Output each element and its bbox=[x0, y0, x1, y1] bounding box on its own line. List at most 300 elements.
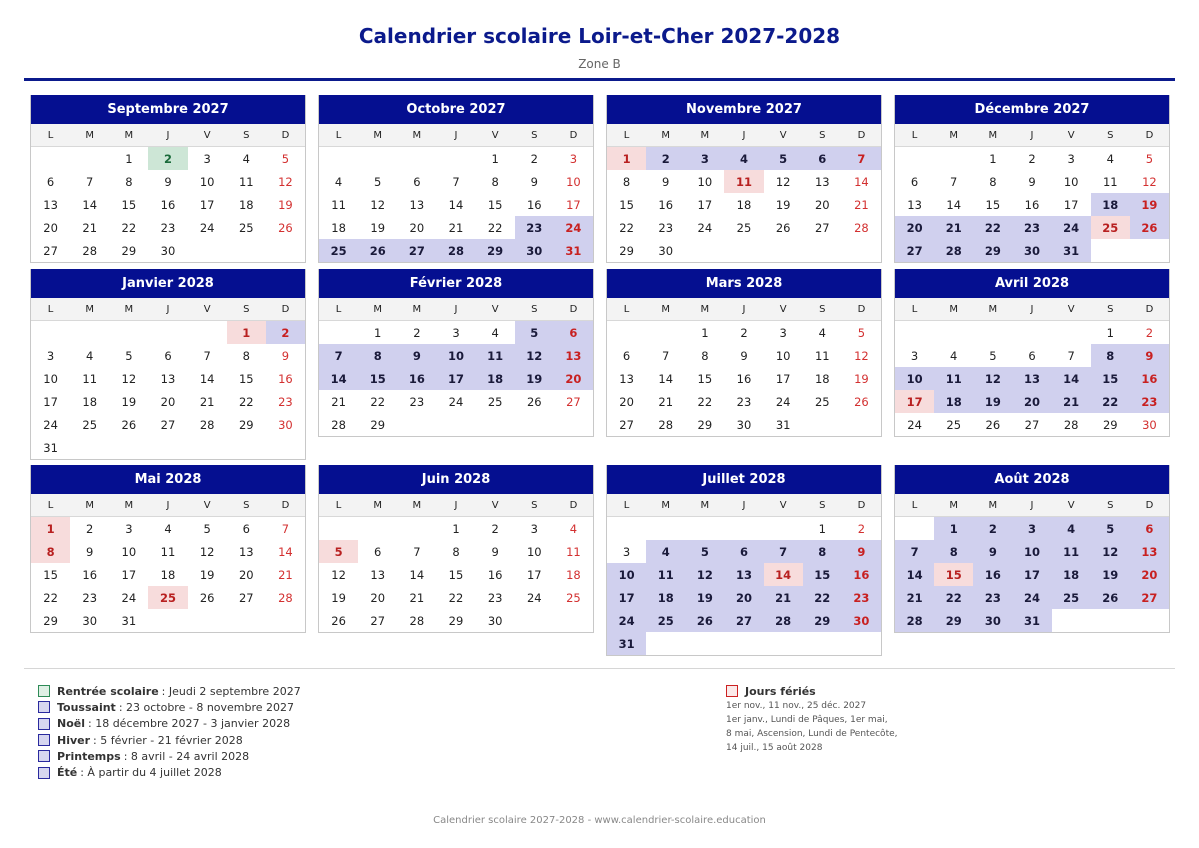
vacation-day-cell: 16 bbox=[842, 563, 881, 586]
vacation-day-cell: 22 bbox=[973, 216, 1012, 239]
day-cell: 13 bbox=[160, 371, 176, 386]
weekday-header bbox=[607, 298, 881, 321]
day-cell: 28 bbox=[331, 417, 346, 432]
weekday-label: D bbox=[857, 303, 866, 315]
vacation-day-cell: 11 bbox=[476, 344, 515, 367]
day-cell: 31 bbox=[775, 417, 791, 432]
day-cell: 17 bbox=[1063, 197, 1079, 212]
day-cell: 2 bbox=[86, 521, 94, 536]
vacation-day-cell: 10 bbox=[436, 344, 475, 367]
vacation-day-cell: 18 bbox=[934, 390, 973, 413]
day-cell: 12 bbox=[121, 371, 137, 386]
vacation-day-cell: 5 bbox=[764, 147, 803, 170]
day-cell: 28 bbox=[658, 417, 674, 432]
legend-swatch-icon bbox=[38, 685, 50, 697]
day-cell: 24 bbox=[448, 394, 464, 409]
day-cell: 22 bbox=[487, 220, 503, 235]
weekday-label: L bbox=[623, 129, 630, 141]
day-cell: 22 bbox=[448, 590, 464, 605]
weekday-label: M bbox=[661, 499, 671, 511]
public-holidays-line: 14 juil., 15 août 2028 bbox=[726, 743, 823, 753]
vacation-day-cell: 9 bbox=[1130, 344, 1169, 367]
day-cell: 13 bbox=[409, 197, 425, 212]
vacation-day-cell: 16 bbox=[973, 563, 1012, 586]
day-cell: 17 bbox=[121, 567, 137, 582]
empty-day-cell bbox=[895, 147, 934, 170]
day-cell: 26 bbox=[331, 613, 346, 628]
day-cell: 18 bbox=[331, 220, 346, 235]
day-cell: 23 bbox=[487, 590, 503, 605]
day-cell: 7 bbox=[452, 174, 460, 189]
holiday-day-cell: 1 bbox=[607, 147, 646, 170]
day-cell: 19 bbox=[121, 394, 137, 409]
vacation-day-cell: 20 bbox=[724, 586, 763, 609]
day-grid bbox=[319, 147, 593, 262]
vacation-day-cell: 31 bbox=[607, 632, 646, 655]
vacation-day-cell: 13 bbox=[1012, 367, 1051, 390]
weekday-label: V bbox=[491, 129, 499, 141]
vacation-day-cell: 28 bbox=[436, 239, 475, 262]
empty-day-cell bbox=[607, 321, 646, 344]
vacation-day-cell: 27 bbox=[1130, 586, 1169, 609]
month-card bbox=[894, 465, 1170, 633]
day-cell: 25 bbox=[946, 417, 962, 432]
day-cell: 4 bbox=[491, 325, 499, 340]
legend-period-name: Rentrée scolaire bbox=[57, 684, 159, 698]
month-title: Novembre 2027 bbox=[607, 95, 881, 124]
day-cell: 5 bbox=[989, 348, 997, 363]
weekday-header bbox=[31, 124, 305, 147]
day-cell: 13 bbox=[907, 197, 922, 212]
month-card bbox=[894, 95, 1170, 263]
day-cell: 24 bbox=[121, 590, 137, 605]
day-cell: 23 bbox=[658, 220, 674, 235]
day-cell: 22 bbox=[619, 220, 634, 235]
weekday-label: J bbox=[454, 303, 458, 315]
vacation-day-cell: 28 bbox=[934, 239, 973, 262]
day-cell: 29 bbox=[121, 243, 137, 258]
vacation-day-cell: 23 bbox=[973, 586, 1012, 609]
day-cell: 12 bbox=[854, 348, 869, 363]
day-cell: 11 bbox=[160, 544, 176, 559]
vacation-day-cell: 29 bbox=[934, 609, 973, 632]
legend-item bbox=[38, 764, 301, 780]
day-cell: 5 bbox=[374, 174, 382, 189]
vacation-day-cell: 17 bbox=[1012, 563, 1051, 586]
empty-day-cell bbox=[31, 321, 70, 344]
day-cell: 16 bbox=[526, 197, 542, 212]
weekday-label: M bbox=[85, 499, 95, 511]
empty-day-cell bbox=[31, 147, 70, 170]
day-cell: 2 bbox=[530, 151, 538, 166]
vacation-day-cell: 18 bbox=[1052, 563, 1091, 586]
day-cell: 8 bbox=[491, 174, 499, 189]
day-cell: 21 bbox=[199, 394, 215, 409]
day-cell: 4 bbox=[569, 521, 578, 536]
day-cell: 8 bbox=[242, 348, 250, 363]
day-cell: 20 bbox=[409, 220, 425, 235]
empty-day-cell bbox=[358, 147, 397, 170]
day-cell: 10 bbox=[1063, 174, 1079, 189]
day-cell: 14 bbox=[448, 197, 464, 212]
day-cell: 17 bbox=[526, 567, 542, 582]
day-cell: 6 bbox=[164, 348, 172, 363]
empty-day-cell bbox=[70, 321, 109, 344]
weekday-label: S bbox=[531, 499, 538, 511]
empty-day-cell bbox=[358, 517, 397, 540]
day-cell: 20 bbox=[619, 394, 634, 409]
day-cell: 29 bbox=[619, 243, 634, 258]
day-cell: 12 bbox=[370, 197, 386, 212]
day-cell: 23 bbox=[736, 394, 752, 409]
legend-swatch-icon bbox=[38, 701, 50, 713]
holiday-day-cell: 25 bbox=[1091, 216, 1130, 239]
weekday-label: S bbox=[1107, 303, 1114, 315]
day-cell: 2 bbox=[1028, 151, 1036, 166]
vacation-day-cell: 20 bbox=[1012, 390, 1051, 413]
vacation-day-cell: 14 bbox=[319, 367, 358, 390]
day-cell: 26 bbox=[526, 394, 542, 409]
weekday-label: S bbox=[531, 303, 538, 315]
day-cell: 12 bbox=[199, 544, 215, 559]
weekday-label: L bbox=[911, 499, 918, 511]
legend-swatch-icon bbox=[38, 767, 50, 779]
day-cell: 11 bbox=[814, 348, 830, 363]
day-cell: 8 bbox=[622, 174, 631, 189]
vacation-day-cell: 13 bbox=[554, 344, 593, 367]
empty-day-cell bbox=[934, 147, 973, 170]
weekday-label: M bbox=[700, 129, 710, 141]
vacation-day-cell: 12 bbox=[685, 563, 724, 586]
weekday-header bbox=[895, 124, 1169, 147]
day-cell: 1 bbox=[125, 151, 133, 166]
vacation-day-cell: 21 bbox=[895, 586, 934, 609]
day-cell: 31 bbox=[121, 613, 137, 628]
vacation-day-cell: 24 bbox=[554, 216, 593, 239]
day-cell: 21 bbox=[278, 567, 293, 582]
day-cell: 14 bbox=[409, 567, 425, 582]
weekday-label: J bbox=[1030, 499, 1034, 511]
day-cell: 26 bbox=[278, 220, 293, 235]
day-cell: 8 bbox=[452, 544, 460, 559]
vacation-legend bbox=[38, 683, 301, 781]
vacation-day-cell: 4 bbox=[1052, 517, 1091, 540]
vacation-day-cell: 23 bbox=[515, 216, 554, 239]
legend-item bbox=[38, 748, 301, 764]
day-cell: 26 bbox=[985, 417, 1001, 432]
day-cell: 1 bbox=[989, 151, 997, 166]
legend-swatch-icon bbox=[38, 750, 50, 762]
vacation-day-cell: 8 bbox=[803, 540, 842, 563]
day-cell: 9 bbox=[740, 348, 748, 363]
vacation-day-cell: 22 bbox=[1091, 390, 1130, 413]
day-cell: 12 bbox=[278, 174, 293, 189]
legend-period-name: Noël bbox=[57, 717, 85, 731]
vacation-day-cell: 24 bbox=[1012, 586, 1051, 609]
day-cell: 15 bbox=[238, 371, 254, 386]
public-holidays-line: 1er janv., Lundi de Pâques, 1er mai, bbox=[726, 715, 888, 725]
weekday-label: L bbox=[911, 129, 918, 141]
day-cell: 24 bbox=[775, 394, 791, 409]
weekday-label: D bbox=[569, 129, 578, 141]
day-cell: 11 bbox=[331, 197, 346, 212]
day-cell: 28 bbox=[854, 220, 869, 235]
vacation-day-cell: 7 bbox=[895, 540, 934, 563]
vacation-day-cell: 18 bbox=[476, 367, 515, 390]
vacation-day-cell: 30 bbox=[1012, 239, 1051, 262]
day-cell: 12 bbox=[331, 567, 346, 582]
empty-day-cell bbox=[646, 321, 685, 344]
public-holidays-title: Jours fériés bbox=[745, 684, 816, 698]
day-cell: 28 bbox=[82, 243, 98, 258]
day-cell: 2 bbox=[857, 521, 866, 536]
day-cell: 27 bbox=[160, 417, 176, 432]
day-cell: 16 bbox=[1024, 197, 1040, 212]
month-title: Janvier 2028 bbox=[31, 269, 305, 298]
day-cell: 5 bbox=[281, 151, 290, 166]
day-cell: 1 bbox=[1106, 325, 1114, 340]
empty-day-cell bbox=[397, 147, 436, 170]
day-cell: 17 bbox=[43, 394, 58, 409]
day-cell: 14 bbox=[946, 197, 962, 212]
day-cell: 21 bbox=[82, 220, 98, 235]
day-cell: 25 bbox=[814, 394, 830, 409]
day-cell: 14 bbox=[199, 371, 215, 386]
day-cell: 6 bbox=[374, 544, 382, 559]
day-cell: 18 bbox=[736, 197, 752, 212]
weekday-label: V bbox=[491, 499, 499, 511]
vacation-day-cell: 16 bbox=[1130, 367, 1169, 390]
weekday-header bbox=[607, 124, 881, 147]
vacation-day-cell: 26 bbox=[685, 609, 724, 632]
day-grid bbox=[895, 517, 1169, 632]
weekday-label: L bbox=[623, 303, 630, 315]
weekday-label: D bbox=[281, 129, 290, 141]
vacation-day-cell: 25 bbox=[319, 239, 358, 262]
day-cell: 7 bbox=[86, 174, 94, 189]
day-grid bbox=[607, 517, 881, 655]
day-cell: 27 bbox=[619, 417, 634, 432]
vacation-day-cell: 2 bbox=[646, 147, 685, 170]
day-cell: 25 bbox=[82, 417, 98, 432]
vacation-day-cell: 6 bbox=[1130, 517, 1169, 540]
vacation-day-cell: 20 bbox=[895, 216, 934, 239]
day-cell: 29 bbox=[370, 417, 386, 432]
day-cell: 9 bbox=[530, 174, 538, 189]
day-cell: 10 bbox=[43, 371, 58, 386]
day-cell: 22 bbox=[238, 394, 254, 409]
day-cell: 10 bbox=[526, 544, 542, 559]
weekday-label: V bbox=[779, 303, 787, 315]
day-cell: 24 bbox=[907, 417, 922, 432]
day-cell: 28 bbox=[1063, 417, 1079, 432]
day-cell: 24 bbox=[526, 590, 542, 605]
day-cell: 15 bbox=[619, 197, 634, 212]
day-cell: 27 bbox=[566, 394, 581, 409]
day-cell: 27 bbox=[814, 220, 830, 235]
vacation-day-cell: 17 bbox=[436, 367, 475, 390]
day-cell: 20 bbox=[814, 197, 830, 212]
day-cell: 4 bbox=[950, 348, 958, 363]
month-title: Mars 2028 bbox=[607, 269, 881, 298]
day-cell: 6 bbox=[622, 348, 631, 363]
weekday-label: M bbox=[700, 499, 710, 511]
vacation-day-cell: 3 bbox=[1012, 517, 1051, 540]
vacation-day-cell: 30 bbox=[842, 609, 881, 632]
day-cell: 2 bbox=[413, 325, 421, 340]
day-cell: 11 bbox=[238, 174, 254, 189]
weekday-label: J bbox=[454, 499, 458, 511]
empty-day-cell bbox=[319, 321, 358, 344]
day-grid bbox=[895, 147, 1169, 262]
day-cell: 30 bbox=[487, 613, 503, 628]
day-cell: 27 bbox=[238, 590, 254, 605]
day-cell: 29 bbox=[43, 613, 58, 628]
day-cell: 10 bbox=[121, 544, 137, 559]
month-card bbox=[318, 269, 594, 437]
empty-day-cell bbox=[188, 321, 227, 344]
vacation-day-cell: 19 bbox=[973, 390, 1012, 413]
day-cell: 7 bbox=[281, 521, 290, 536]
vacation-day-cell: 23 bbox=[842, 586, 881, 609]
day-cell: 23 bbox=[160, 220, 176, 235]
day-grid bbox=[319, 517, 593, 632]
day-cell: 19 bbox=[278, 197, 293, 212]
vacation-day-cell: 17 bbox=[607, 586, 646, 609]
vacation-day-cell: 27 bbox=[895, 239, 934, 262]
weekday-header bbox=[31, 298, 305, 321]
weekday-label: D bbox=[569, 499, 578, 511]
day-cell: 5 bbox=[125, 348, 133, 363]
day-cell: 7 bbox=[950, 174, 958, 189]
holiday-day-cell: 8 bbox=[31, 540, 70, 563]
day-cell: 6 bbox=[46, 174, 55, 189]
day-cell: 6 bbox=[413, 174, 421, 189]
legend-period-name: Printemps bbox=[57, 749, 121, 763]
day-cell: 26 bbox=[854, 394, 869, 409]
day-cell: 3 bbox=[46, 348, 55, 363]
legend-period-dates: : 23 octobre - 8 novembre 2027 bbox=[118, 700, 295, 714]
day-cell: 12 bbox=[1142, 174, 1157, 189]
vacation-day-cell: 26 bbox=[1091, 586, 1130, 609]
vacation-day-cell: 8 bbox=[358, 344, 397, 367]
weekday-label: M bbox=[85, 303, 95, 315]
legend-period-dates: : 5 février - 21 février 2028 bbox=[93, 733, 243, 747]
day-cell: 11 bbox=[566, 544, 581, 559]
weekday-label: L bbox=[47, 499, 54, 511]
vacation-day-cell: 29 bbox=[973, 239, 1012, 262]
day-cell: 13 bbox=[43, 197, 58, 212]
vacation-day-cell: 22 bbox=[934, 586, 973, 609]
vacation-day-cell: 24 bbox=[1052, 216, 1091, 239]
empty-day-cell bbox=[973, 321, 1012, 344]
day-cell: 4 bbox=[242, 151, 250, 166]
empty-day-cell bbox=[1012, 321, 1051, 344]
empty-day-cell bbox=[934, 321, 973, 344]
vacation-day-cell: 19 bbox=[1091, 563, 1130, 586]
weekday-label: S bbox=[531, 129, 538, 141]
empty-day-cell bbox=[895, 321, 934, 344]
day-cell: 23 bbox=[278, 394, 293, 409]
legend-item bbox=[38, 716, 301, 732]
vacation-day-cell: 24 bbox=[607, 609, 646, 632]
day-cell: 6 bbox=[1028, 348, 1036, 363]
day-cell: 18 bbox=[814, 371, 830, 386]
legend-divider bbox=[24, 668, 1175, 669]
day-cell: 20 bbox=[370, 590, 386, 605]
day-cell: 17 bbox=[775, 371, 791, 386]
day-cell: 28 bbox=[199, 417, 215, 432]
day-cell: 22 bbox=[697, 394, 713, 409]
month-card bbox=[30, 95, 306, 263]
title-divider bbox=[24, 78, 1175, 81]
vacation-day-cell: 19 bbox=[685, 586, 724, 609]
day-cell: 29 bbox=[1102, 417, 1118, 432]
empty-day-cell bbox=[436, 147, 475, 170]
day-cell: 29 bbox=[448, 613, 464, 628]
day-cell: 29 bbox=[238, 417, 254, 432]
month-card bbox=[318, 95, 594, 263]
month-title: Août 2028 bbox=[895, 465, 1169, 494]
weekday-label: M bbox=[85, 129, 95, 141]
vacation-day-cell: 20 bbox=[554, 367, 593, 390]
day-cell: 9 bbox=[662, 174, 670, 189]
day-cell: 16 bbox=[160, 197, 176, 212]
vacation-day-cell: 8 bbox=[1091, 344, 1130, 367]
day-grid bbox=[607, 147, 881, 262]
vacation-day-cell: 25 bbox=[646, 609, 685, 632]
empty-day-cell bbox=[319, 147, 358, 170]
weekday-label: S bbox=[819, 129, 826, 141]
weekday-label: V bbox=[203, 303, 211, 315]
day-cell: 4 bbox=[164, 521, 172, 536]
vacation-day-cell: 12 bbox=[1091, 540, 1130, 563]
month-title: Avril 2028 bbox=[895, 269, 1169, 298]
month-card bbox=[606, 95, 882, 263]
day-cell: 28 bbox=[409, 613, 425, 628]
legend-period-name: Toussaint bbox=[57, 700, 116, 714]
day-cell: 9 bbox=[86, 544, 94, 559]
vacation-day-cell: 11 bbox=[646, 563, 685, 586]
empty-day-cell bbox=[70, 147, 109, 170]
day-cell: 7 bbox=[662, 348, 670, 363]
day-grid bbox=[895, 321, 1169, 436]
vacation-day-cell: 31 bbox=[1012, 609, 1051, 632]
month-title: Juin 2028 bbox=[319, 465, 593, 494]
month-title: Octobre 2027 bbox=[319, 95, 593, 124]
empty-day-cell bbox=[685, 517, 724, 540]
holiday-day-cell: 14 bbox=[764, 563, 803, 586]
vacation-day-cell: 7 bbox=[319, 344, 358, 367]
weekday-label: D bbox=[857, 499, 866, 511]
month-card bbox=[30, 269, 306, 460]
day-cell: 3 bbox=[910, 348, 919, 363]
day-cell: 3 bbox=[779, 325, 787, 340]
day-cell: 6 bbox=[242, 521, 250, 536]
public-holidays-box bbox=[726, 683, 898, 755]
day-cell: 5 bbox=[857, 325, 866, 340]
vacation-day-cell: 31 bbox=[1052, 239, 1091, 262]
weekday-label: J bbox=[742, 499, 746, 511]
month-title: Mai 2028 bbox=[31, 465, 305, 494]
day-cell: 3 bbox=[530, 521, 538, 536]
day-cell: 19 bbox=[370, 220, 386, 235]
empty-day-cell bbox=[148, 321, 187, 344]
vacation-day-cell: 29 bbox=[803, 609, 842, 632]
day-cell: 12 bbox=[775, 174, 791, 189]
weekday-label: V bbox=[779, 129, 787, 141]
day-cell: 25 bbox=[736, 220, 752, 235]
